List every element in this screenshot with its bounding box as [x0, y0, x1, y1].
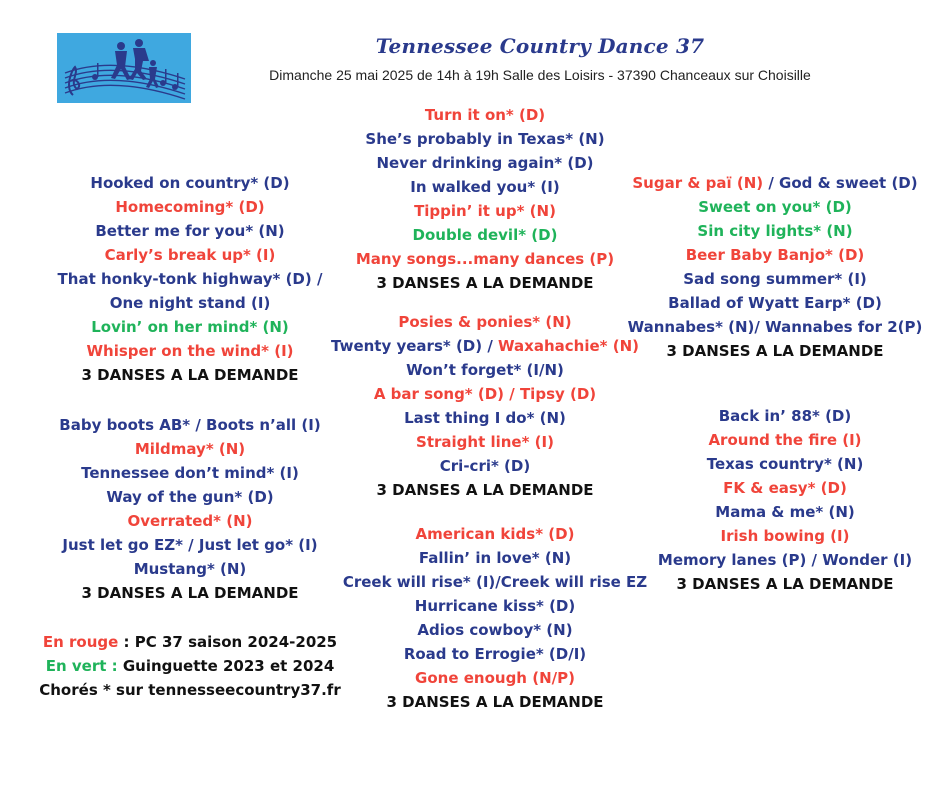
legend-green-text: Guinguette 2023 et 2024	[117, 657, 335, 675]
song-line: In walked you* (I)	[410, 178, 560, 196]
right-block-1	[610, 171, 940, 363]
song-line: Mildmay* (N)	[134, 440, 246, 458]
song-line: Texas country* (N)	[706, 455, 864, 473]
song-line: Irish bowing (I)	[720, 527, 850, 545]
song-line: Wannabes* (N)/ Wannabes for 2(P)	[627, 318, 923, 336]
song-part: / God & sweet (D)	[763, 174, 918, 192]
song-line: Turn it on* (D)	[424, 106, 546, 124]
song-line: Around the fire (I)	[708, 431, 862, 449]
song-line: Back in’ 88* (D)	[718, 407, 852, 425]
song-line: Tippin’ it up* (N)	[414, 202, 556, 220]
song-line: One night stand (I)	[109, 294, 271, 312]
request-dances-line: 3 DANSES A LA DEMANDE	[676, 575, 894, 593]
song-line: Memory lanes (P) / Wonder (I)	[657, 551, 913, 569]
song-line: Double devil* (D)	[412, 226, 558, 244]
song-line: Ballad of Wyatt Earp* (D)	[668, 294, 882, 312]
song-line: Won’t forget* (I/N)	[406, 361, 564, 379]
song-line: Just let go EZ* / Just let go* (I)	[62, 536, 318, 554]
song-line: Straight line* (I)	[416, 433, 554, 451]
legend-red-text: : PC 37 saison 2024-2025	[118, 633, 338, 651]
song-line: Tennessee don’t mind* (I)	[81, 464, 299, 482]
logo	[57, 33, 191, 103]
right-block-2	[620, 404, 940, 596]
song-line: Creek will rise* (I)/Creek will rise EZ	[342, 573, 648, 591]
song-line: Hooked on country* (D)	[90, 174, 290, 192]
song-line: Better me for you* (N)	[95, 222, 285, 240]
request-dances-line: 3 DANSES A LA DEMANDE	[376, 481, 594, 499]
legend-green-label: En vert :	[45, 657, 118, 675]
request-dances-line: 3 DANSES A LA DEMANDE	[666, 342, 884, 360]
legend	[20, 630, 360, 702]
song-line: Baby boots AB* / Boots n’all (I)	[59, 416, 321, 434]
right-block-1-rest	[610, 195, 940, 363]
legend-chores: Chorés * sur tennesseecountry37.fr	[39, 681, 341, 699]
request-dances-line: 3 DANSES A LA DEMANDE	[386, 693, 604, 711]
song-line: Sweet on you* (D)	[698, 198, 852, 216]
song-line: A bar song* (D) / Tipsy (D)	[373, 385, 597, 403]
song-line: Mustang* (N)	[133, 560, 247, 578]
song-line: Last thing I do* (N)	[404, 409, 566, 427]
song-line: That honky-tonk highway* (D) /	[57, 270, 323, 288]
song-line: Beer Baby Banjo* (D)	[685, 246, 865, 264]
song-part: Waxahachie* (N)	[498, 337, 639, 355]
request-dances-line: 3 DANSES A LA DEMANDE	[81, 584, 299, 602]
song-part: Twenty years* (D) /	[331, 337, 499, 355]
dancers-music-staff-icon	[57, 33, 191, 103]
song-line: Road to Errogie* (D/I)	[403, 645, 587, 663]
legend-red	[20, 630, 360, 654]
song-line: Adios cowboy* (N)	[417, 621, 573, 639]
song-line: Fallin’ in love* (N)	[418, 549, 572, 567]
song-line: Whisper on the wind* (I)	[86, 342, 294, 360]
song-line: Way of the gun* (D)	[106, 488, 274, 506]
song-line: American kids* (D)	[415, 525, 575, 543]
song-line: Posies & ponies* (N)	[398, 313, 572, 331]
song-line: Lovin’ on her mind* (N)	[91, 318, 289, 336]
song-line: Gone enough (N/P)	[415, 669, 575, 687]
song-line: Carly’s break up* (I)	[104, 246, 276, 264]
song-line: Many songs...many dances (P)	[355, 250, 615, 268]
legend-red-label: En rouge	[42, 633, 119, 651]
song-line: Homecoming* (D)	[115, 198, 265, 216]
song-part: Sugar & paï (N)	[632, 174, 764, 192]
song-line: Cri-cri* (D)	[439, 457, 531, 475]
song-line: Mama & me* (N)	[715, 503, 855, 521]
song-line	[610, 171, 940, 195]
song-line: FK & easy* (D)	[723, 479, 847, 497]
legend-green	[20, 654, 360, 678]
request-dances-line: 3 DANSES A LA DEMANDE	[376, 274, 594, 292]
song-line: Overrated* (N)	[127, 512, 253, 530]
request-dances-line: 3 DANSES A LA DEMANDE	[81, 366, 299, 384]
page-title: Tennessee Country Dance 37	[375, 34, 705, 58]
middle-block-2-rest	[300, 358, 670, 502]
song-line: Hurricane kiss* (D)	[414, 597, 576, 615]
song-line: Sin city lights* (N)	[697, 222, 853, 240]
song-line: She’s probably in Texas* (N)	[365, 130, 605, 148]
song-line: Sad song summer* (I)	[683, 270, 867, 288]
event-subtitle: Dimanche 25 mai 2025 de 14h à 19h Salle des Loisirs - 37390 Chanceaux sur Choisille	[269, 67, 811, 83]
song-line: Never drinking again* (D)	[376, 154, 594, 172]
